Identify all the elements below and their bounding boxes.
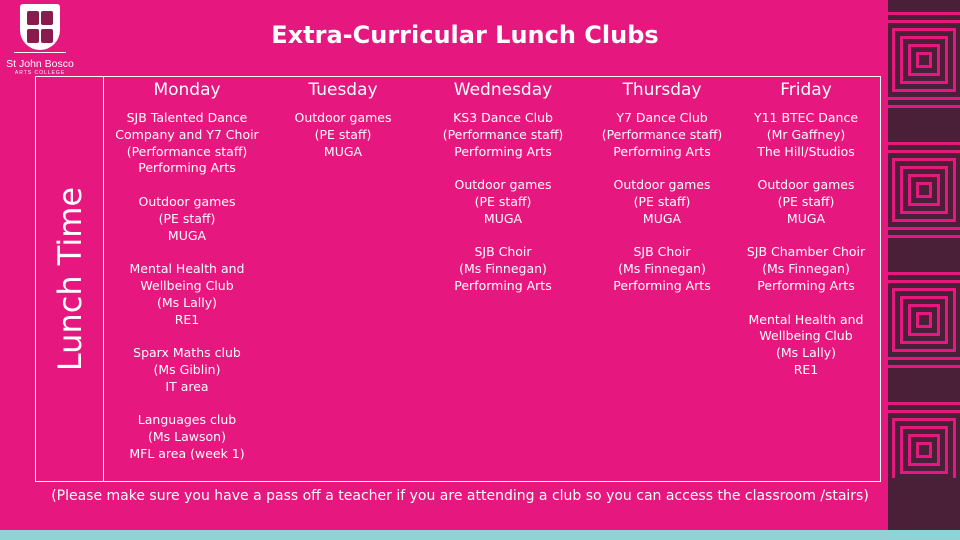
club-entry-line: Sparx Maths club	[133, 345, 241, 361]
club-entry	[413, 177, 593, 227]
club-entry	[97, 110, 277, 177]
day-column-friday	[716, 110, 896, 396]
logo-school-subtitle: ARTS COLLEGE	[14, 70, 66, 76]
club-entry-line: Company and Y7 Choir	[115, 126, 259, 142]
club-entry-line: (PE staff)	[158, 210, 216, 226]
club-entry-line: Performing Arts	[454, 277, 552, 293]
club-entry-line: SJB Talented Dance	[126, 110, 248, 125]
logo-motto-line	[14, 52, 66, 56]
club-entry-line: (PE staff)	[474, 193, 532, 209]
page-title: Extra-Curricular Lunch Clubs	[271, 21, 659, 49]
club-entry-line: Y11 BTEC Dance	[753, 110, 859, 125]
club-entry-line: Outdoor games	[613, 177, 711, 193]
bottom-accent-bar	[0, 530, 960, 540]
day-header-tuesday: Tuesday	[308, 80, 378, 100]
club-entry-line: The Hill/Studios	[757, 143, 855, 159]
footer-note: (Please make sure you have a pass off a teacher if you are attending a club so you can access the classroom /stairs)	[51, 488, 869, 504]
decorative-block	[888, 478, 960, 530]
decorative-square	[888, 142, 960, 238]
club-entry-line: MFL area (week 1)	[129, 445, 245, 461]
day-header-thursday: Thursday	[622, 80, 702, 100]
day-header-monday: Monday	[153, 80, 221, 100]
club-entry-line: (Ms Finnegan)	[618, 261, 706, 277]
club-entry-line: MUGA	[323, 143, 363, 159]
club-entry	[716, 312, 896, 379]
lunch-time-label: Lunch Time	[50, 186, 89, 372]
club-entry-line: (Ms Lally)	[157, 294, 217, 310]
club-entry-line: SJB Choir	[633, 244, 691, 260]
day-header-friday: Friday	[780, 80, 832, 100]
club-entry-line: (PE staff)	[633, 193, 691, 209]
club-entry-line: (Ms Lawson)	[148, 429, 226, 445]
club-entry-line: Performing Arts	[613, 143, 711, 159]
club-entry-line: (Performance staff)	[126, 143, 248, 159]
club-entry-line: (Ms Finnegan)	[762, 261, 850, 277]
club-entry-line: SJB Choir	[474, 244, 532, 260]
day-column-monday	[97, 110, 277, 480]
logo-school-name: St John Bosco	[6, 58, 74, 70]
club-entry-line: Performing Arts	[454, 143, 552, 159]
club-entry	[253, 110, 433, 160]
day-header-wednesday: Wednesday	[453, 80, 553, 100]
club-entry-line: (Performance staff)	[601, 126, 723, 142]
club-entry-line: Languages club	[137, 412, 237, 428]
club-entry-line: Wellbeing Club	[759, 328, 853, 344]
club-entry	[97, 412, 277, 462]
club-entry-line: (Mr Gaffney)	[766, 126, 846, 142]
club-entry	[413, 110, 593, 160]
club-entry-line: Performing Arts	[757, 277, 855, 293]
decorative-square	[888, 402, 960, 478]
club-entry-line: Wellbeing Club	[140, 277, 234, 293]
club-entry-line: MUGA	[483, 210, 523, 226]
club-entry-line: RE1	[174, 311, 200, 327]
decorative-pattern	[888, 0, 960, 478]
club-entry	[97, 261, 277, 328]
club-entry	[716, 110, 896, 160]
decorative-square	[888, 12, 960, 108]
club-entry-line: (Ms Lally)	[776, 345, 836, 361]
club-entry-line: Mental Health and	[129, 261, 245, 277]
club-entry-line: (Performance staff)	[442, 126, 564, 142]
day-column-wednesday	[413, 110, 593, 312]
club-entry-line: Mental Health and	[748, 311, 864, 327]
club-entry-line: RE1	[793, 361, 819, 377]
club-entry	[413, 244, 593, 294]
club-entry	[97, 345, 277, 395]
club-entry	[97, 194, 277, 244]
side-label-column	[36, 77, 104, 481]
club-entry-line: Outdoor games	[757, 177, 855, 193]
club-entry	[716, 177, 896, 227]
club-entry-line: Y7 Dance Club	[616, 110, 708, 125]
club-entry-line: SJB Chamber Choir	[746, 244, 866, 260]
club-entry-line: Performing Arts	[138, 160, 236, 176]
club-entry-line: MUGA	[642, 210, 682, 226]
club-entry-line: Performing Arts	[613, 277, 711, 293]
club-entry-line: IT area	[165, 378, 209, 394]
decorative-square	[888, 272, 960, 368]
club-entry-line: (PE staff)	[777, 193, 835, 209]
club-entry-line: MUGA	[167, 227, 207, 243]
day-column-tuesday	[253, 110, 433, 177]
club-entry-line: (Ms Finnegan)	[459, 261, 547, 277]
club-entry-line: Outdoor games	[138, 193, 236, 209]
club-entry	[716, 244, 896, 294]
club-entry-line: Outdoor games	[454, 177, 552, 193]
club-entry-line: Outdoor games	[294, 110, 392, 125]
club-entry-line: (Ms Giblin)	[153, 361, 221, 377]
club-entry-line: (PE staff)	[314, 126, 372, 142]
club-entry-line: MUGA	[786, 210, 826, 226]
club-entry-line: KS3 Dance Club	[453, 110, 553, 125]
